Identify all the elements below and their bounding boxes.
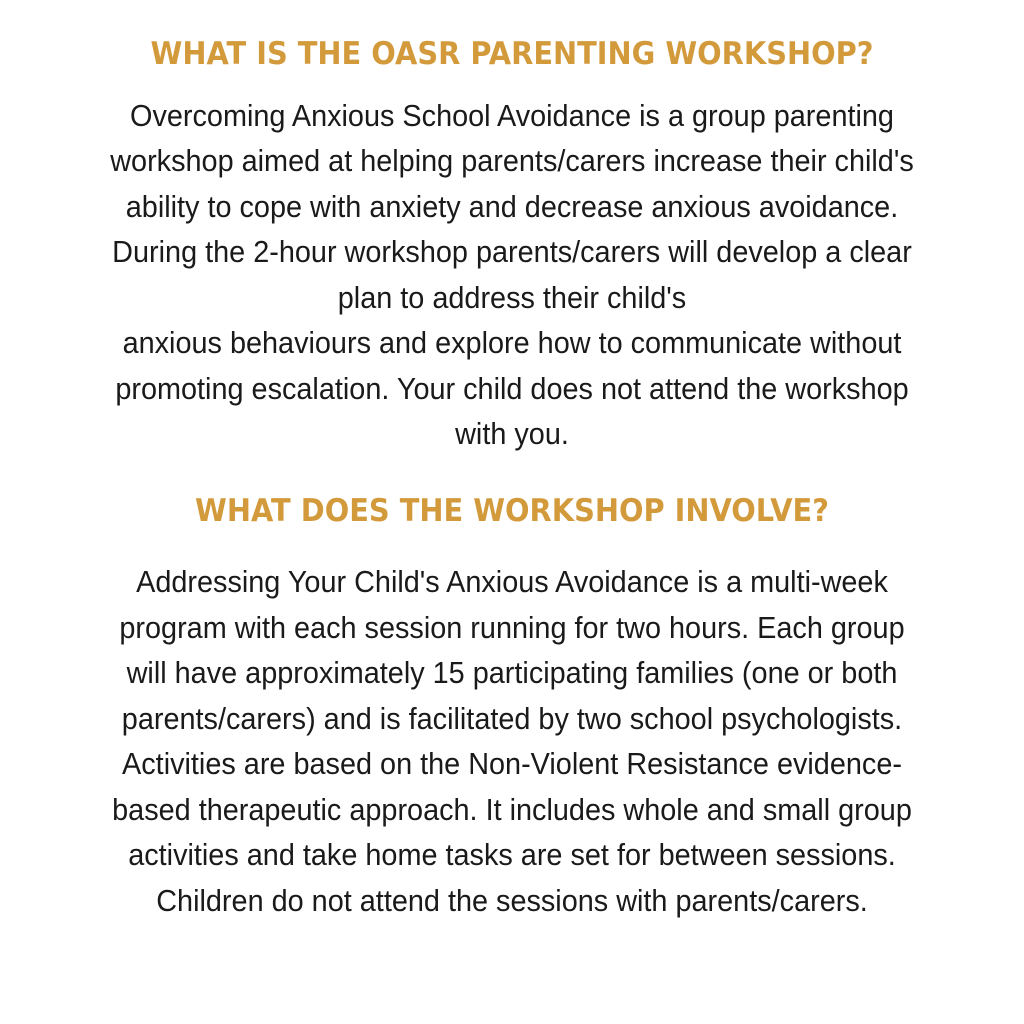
text-line: program with each session running for two hours. Each group xyxy=(119,610,905,645)
text-line: Addressing Your Child's Anxious Avoidance is a multi-week xyxy=(136,564,888,599)
text-line: plan to address their child's xyxy=(337,280,687,315)
heading-what-involves: WHAT DOES THE WORKSHOP INVOLVE? xyxy=(195,493,829,529)
text-line: parents/carers) and is facilitated by two school psychologists. xyxy=(121,701,903,736)
text-line: anxious behaviours and explore how to communicate without xyxy=(122,325,902,360)
text-line: Activities are based on the Non-Violent Resistance evidence- xyxy=(122,746,902,781)
text-line: Overcoming Anxious School Avoidance is a group parenting xyxy=(130,98,894,133)
heading-what-is: WHAT IS THE OASR PARENTING WORKSHOP? xyxy=(150,36,874,72)
text-line: workshop aimed at helping parents/carers increase their child's xyxy=(110,143,914,178)
text-line: promoting escalation. Your child does not attend the workshop xyxy=(115,371,909,406)
text-line: activities and take home tasks are set for between sessions. xyxy=(128,837,896,872)
text-line: based therapeutic approach. It includes whole and small group xyxy=(112,792,912,827)
text-line: Children do not attend the sessions with parents/carers. xyxy=(156,883,868,918)
text-line: will have approximately 15 participating families (one or both xyxy=(126,655,898,690)
text-line: During the 2-hour workshop parents/carers will develop a clear xyxy=(112,234,912,269)
text-line: ability to cope with anxiety and decrease anxious avoidance. xyxy=(125,189,899,224)
text-line: with you. xyxy=(455,416,569,451)
